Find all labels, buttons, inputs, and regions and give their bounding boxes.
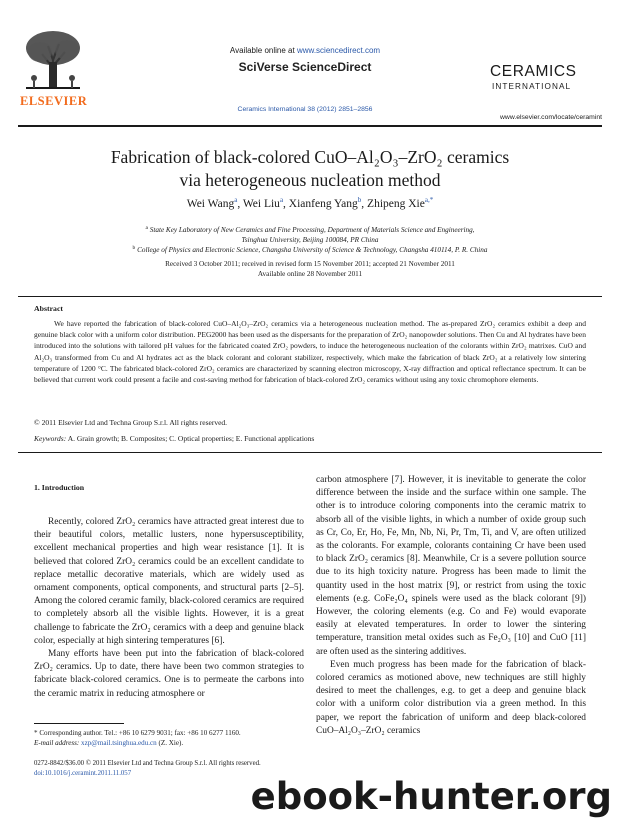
affiliation-text: Tsinghua University, Beijing 100084, PR China: [241, 236, 379, 244]
abstract-copyright: © 2011 Elsevier Ltd and Techna Group S.r.l. All rights reserved.: [34, 418, 228, 427]
author-affil-mark[interactable]: b: [357, 196, 362, 204]
divider: [18, 452, 602, 453]
journal-name-line1: CERAMICS: [490, 63, 577, 80]
issn-line: 0272-8842/$36.00 © 2011 Elsevier Ltd and Techna Group S.r.l. All rights reserved.: [34, 760, 261, 767]
corresponding-author-footnote: [34, 728, 314, 748]
keywords: [34, 434, 314, 443]
watermark: ebook-hunter.org: [250, 775, 612, 818]
journal-name-line2: INTERNATIONAL: [492, 82, 572, 91]
paragraph: Many efforts have been put into the fabrication of black-colored ZrO₂ ceramics. Up to date, there have been two common strategies to fabricate black-colored ceramics. One is to permeate the carbons into the ceramic matrix in reducing atmosphere or: [34, 649, 304, 699]
available-prefix: Available online at: [229, 46, 295, 55]
publisher-name: ELSEVIER: [20, 94, 88, 108]
paragraph: carbon atmosphere [7]. However, it is inevitable to generate the color difference between the inside and the surface within one sample. The other is to introduce coloring components into the ceramic matrix to absorb all of the visible lights, in which a number of oxide group such as Cr, Co, Er, Ho, Fe, Mn, Nb, Ni, Pr, Tm, Ti, and V, are often utilized as the colorants. For example, colorants containing Cr have been used to black ZrO₂ ceramics [8]. Meanwhile, Cr is a severe pollution source due to its high toxicity nature. Progress has been made to limit the quantity used in the host matrix [9], or restrict from using the toxic elements (e.g. CoFe₂O₄ spinels were used as the black colorant [9]) However, the coloring elements (e.g. Co and Fe) would evaporate easily at elevated temperatures. In order to lower the sintering temperature, transition metal oxides such as Fe₂O₃ [10] and CuO [11] are often used as the sintering additives.: [316, 475, 586, 657]
paragraph: Recently, colored ZrO₂ ceramics have attracted great interest due to their beautiful colors, metallic lusters, none hypersusceptibility, excellent mechanical properties and high wear resistance [1]. It is believed that colored ZrO₂ ceramics could be an excellent candidate to replace metallic decorative materials, which are widely used as ornament components, optical components, and structural parts [2–5]. Among the colored ceramic family, black-colored ceramics are required to completely absorb all the visible lights. However, it is a great challenge to fabricate the ZrO₂ ceramics with a deep and genuine black color, especially at high sintering temperatures [6].: [34, 517, 304, 646]
sciencedirect-link[interactable]: www.sciencedirect.com: [296, 46, 381, 55]
email-link[interactable]: xzp@mail.tsinghua.edu.cn: [81, 739, 157, 747]
available-date: Available online 28 November 2011: [257, 270, 363, 278]
received-dates: Received 3 October 2011; received in revised form 15 November 2011; accepted 21 November 2011: [165, 260, 455, 268]
affiliation-a: [70, 223, 550, 245]
email-line: [34, 738, 314, 748]
doi-link[interactable]: doi:10.1016/j.ceramint.2011.11.057: [34, 769, 132, 777]
divider: [18, 296, 602, 297]
author-list: [40, 196, 580, 210]
author-name: Zhipeng Xie: [367, 198, 425, 210]
journal-url[interactable]: www.elsevier.com/locate/ceramint: [500, 114, 602, 121]
title-line-1: Fabrication of black-colored CuO–Al₂O₃–ZrO₂ ceramics: [110, 147, 510, 167]
journal-header: [0, 0, 620, 125]
abstract-text: We have reported the fabrication of black-colored CuO–Al₂O₃–ZrO₂ ceramics via a heterogeneous nucleation method. The as-prepared ZrO₂ ceramics exhibit a deep and genuine black color with a uniform color distribution. PEG2000 has been used as the dispersants for the preparation of ZrO₂ nanopowder solutions. Then Cu and Al hydrates have been introduced into the solutions with tailored pH values for the fabricated coated ZrO₂ powders, to induce the heterogeneous nucleation of the colorants within ZrO₂ matrixes. CuO and Al₂O₃ transformed from Cu and Al hydrates act as the black colorant and colorant stabilizer, respectively, which make the fabrication of black ZrO₂ at a relatively low sintering temperature of 1200 °C. The fabricated black-colored ZrO₂ ceramics are characterized by scanning electron microscopy, X-ray diffraction and optical reflectance spectrum. It can be believed that current work could present a facile and cost-saving method for fabrication of black-colored ZrO₂ ceramics without using any toxic chromophore elements.: [34, 319, 586, 385]
corresponding-author-info: * Corresponding author. Tel.: +86 10 6279 9031; fax: +86 10 6277 1160.: [34, 729, 241, 737]
right-column: [316, 474, 586, 738]
affiliation-text: College of Physics and Electronic Science, Changsha University of Science & Technology, Changsha 410114, P. R. China: [137, 246, 488, 254]
email-label: E-mail address:: [34, 739, 80, 747]
author-separator: ,: [283, 198, 286, 210]
title-line-2: via heterogeneous nucleation method: [179, 170, 441, 190]
email-suffix: (Z. Xie).: [158, 739, 184, 747]
affiliation-mark: b: [132, 245, 136, 251]
keywords-list: A. Grain growth; B. Composites; C. Optical properties; E. Functional applications: [67, 434, 315, 443]
author-affil-mark[interactable]: a,*: [424, 196, 434, 204]
affiliation-b: [70, 243, 550, 255]
author-name: Wei Liu: [242, 198, 280, 210]
author-affil-mark[interactable]: a: [234, 196, 238, 204]
header-divider: [18, 125, 602, 127]
article-dates: [70, 259, 550, 279]
author-separator: ,: [237, 198, 241, 210]
author-name: Wei Wang: [186, 198, 235, 210]
keywords-label: Keywords:: [34, 434, 67, 443]
abstract-heading: Abstract: [34, 304, 64, 313]
author-separator: ,: [361, 198, 365, 210]
affiliation-text: State Key Laboratory of New Ceramics and Fine Processing, Department of Materials Science and Engineering,: [149, 226, 475, 234]
journal-reference-link[interactable]: Ceramics International 38 (2012) 2851–2856: [237, 106, 373, 113]
left-column: [34, 516, 304, 701]
footnote-divider: [34, 723, 124, 724]
elsevier-tree-logo-icon: [20, 28, 86, 90]
author-name: Xianfeng Yang: [288, 198, 358, 210]
affiliation-mark: a: [145, 225, 148, 231]
article-title: [40, 146, 580, 192]
platform-name: SciVerse ScienceDirect: [238, 60, 372, 74]
available-online-line: [200, 46, 410, 55]
section-heading: 1. Introduction: [34, 483, 85, 492]
paragraph: Even much progress has been made for the fabrication of black-colored ceramics as motioned above, new techniques are still highly desired to meet the challenges, e.g. to get a deep and genuine black color with a uniform color distribution via a green method. In this paper, we report the fabrication of uniform and deep black-colored CuO–Al₂O₃–ZrO₂ ceramics: [316, 659, 586, 736]
author-affil-mark[interactable]: a: [279, 196, 284, 204]
